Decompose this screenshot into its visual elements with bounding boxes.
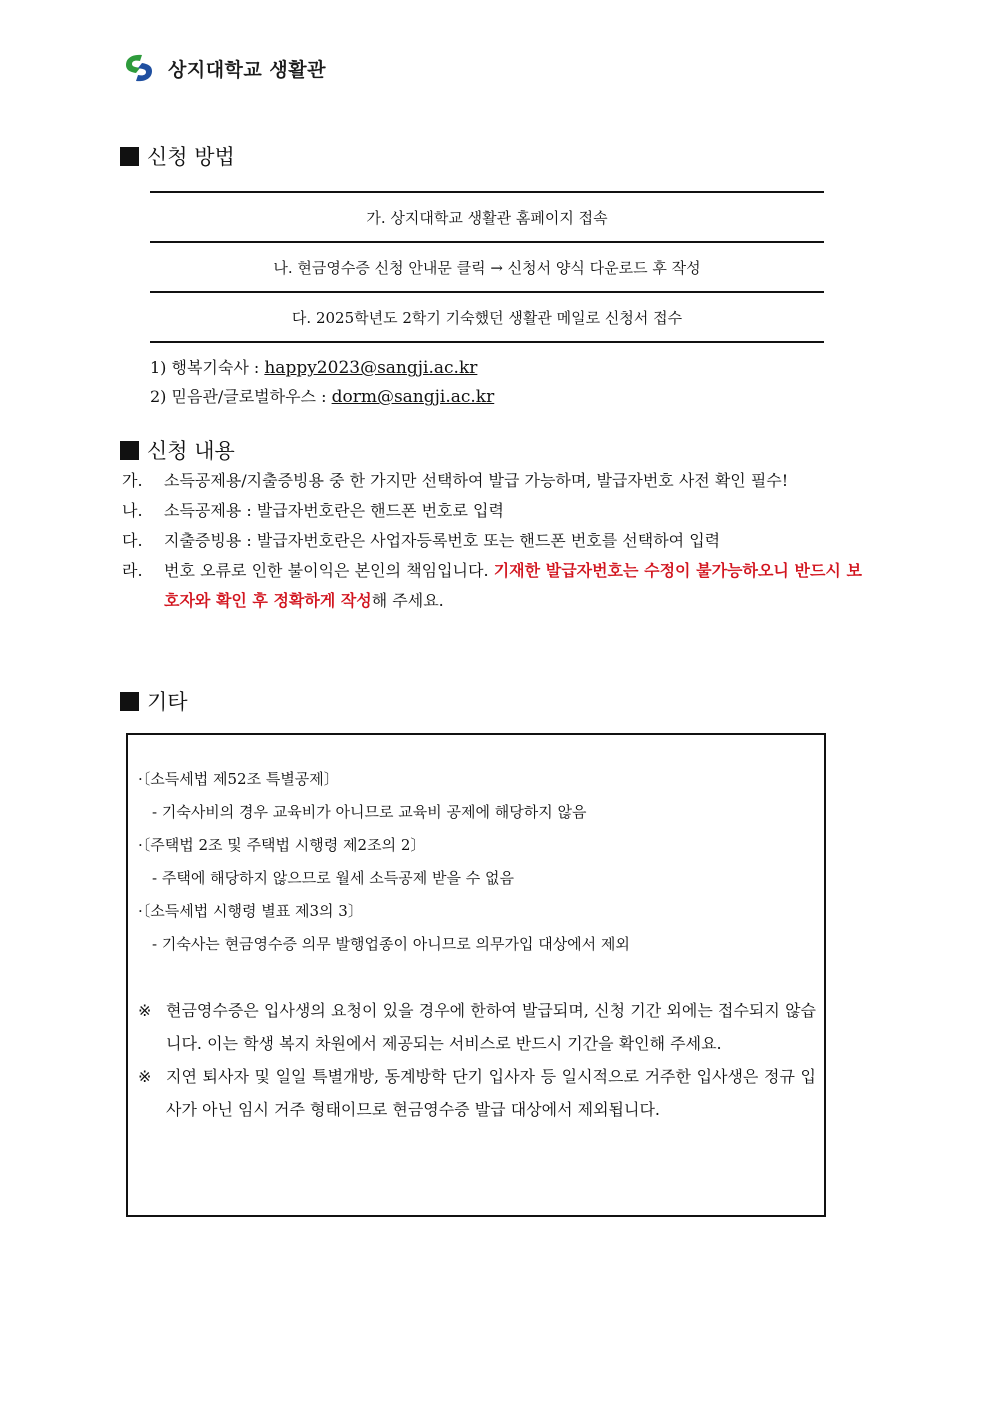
note-mark: ※: [138, 1001, 152, 1020]
email-link[interactable]: happy2023@sangji.ac.kr: [264, 358, 478, 378]
university-logo-icon: [122, 51, 156, 85]
section-title-etc: [120, 686, 188, 716]
step-row: 다. 2025학년도 2학기 기숙했던 생활관 메일로 신청서 접수: [150, 293, 824, 343]
note-item: [138, 994, 816, 1060]
section-title-apply-method: [120, 141, 235, 171]
item-number: 나.: [122, 501, 143, 520]
mail-label: 2) 믿음관/글로벌하우스 :: [150, 387, 332, 406]
law-detail: - 기숙사비의 경우 교육비가 아니므로 교육비 공제에 해당하지 않음: [152, 803, 587, 821]
header-title: 상지대학교 생활관: [168, 58, 326, 81]
section-title-text: 기타: [147, 690, 188, 714]
list-item: [122, 466, 862, 496]
section-title-text: 신청 방법: [147, 145, 235, 169]
law-detail: - 기숙사는 현금영수증 의무 발행업종이 아니므로 의무가입 대상에서 제외: [152, 935, 630, 953]
list-item: [122, 496, 862, 526]
mail-label: 1) 행복기숙사 :: [150, 358, 265, 377]
mail-row-happy: [150, 355, 477, 378]
step-row: 나. 현금영수증 신청 안내문 클릭 → 신청서 양식 다운로드 후 작성: [150, 243, 824, 293]
item-text-warning: 기재한 발급자번호는 수정이 불가능하오니 반드시 보호자와 확인 후 정확하게 작성: [164, 561, 862, 610]
apply-steps-table: [150, 191, 824, 343]
section-title-text: 신청 내용: [147, 439, 235, 463]
page-header: [122, 50, 326, 86]
note-mark: ※: [138, 1067, 152, 1086]
step-row: 가. 상지대학교 생활관 홈페이지 접속: [150, 193, 824, 243]
email-link[interactable]: dorm@sangji.ac.kr: [331, 387, 495, 407]
square-bullet-icon: [120, 692, 139, 711]
law-heading: ·〔소득세법 제52조 특별공제〕: [138, 770, 339, 788]
law-detail: - 주택에 해당하지 않으므로 월세 소득공제 받을 수 없음: [152, 869, 514, 887]
item-text: 소득공제용 : 발급자번호란은 핸드폰 번호로 입력: [164, 501, 504, 520]
note-text: 지연 퇴사자 및 일일 특별개방, 동계방학 단기 입사자 등 일시적으로 거주한 입사생은 정규 입사가 아닌 임시 거주 형태이므로 현금영수증 발급 대상에서 제외됩니다.: [166, 1067, 816, 1119]
law-list: [128, 763, 824, 961]
law-heading: ·〔주택법 2조 및 주택법 시행령 제2조의 2〕: [138, 836, 426, 854]
item-text: 소득공제용/지출증빙용 중 한 가지만 선택하여 발급 가능하며, 발급자번호 사전 확인 필수!: [164, 471, 789, 490]
list-item: [122, 556, 862, 616]
list-item: [122, 526, 862, 556]
item-text-tail: 해 주세요.: [371, 591, 444, 610]
section-title-apply-content: [120, 435, 235, 465]
notes-list: [128, 994, 824, 1126]
square-bullet-icon: [120, 147, 139, 166]
item-number: 가.: [122, 471, 143, 490]
law-heading: ·〔소득세법 시행령 별표 제3의 3〕: [138, 902, 363, 920]
note-item: [138, 1060, 816, 1126]
etc-box: [126, 733, 826, 1217]
item-number: 다.: [122, 531, 143, 550]
apply-content-list: [122, 466, 862, 616]
mail-row-dorm: [150, 384, 494, 407]
item-text: [164, 556, 862, 616]
square-bullet-icon: [120, 441, 139, 460]
note-text: 현금영수증은 입사생의 요청이 있을 경우에 한하여 발급되며, 신청 기간 외에는 접수되지 않습니다. 이는 학생 복지 차원에서 제공되는 서비스로 반드시 기간을 확인해 주세요.: [166, 1001, 816, 1053]
item-number: 라.: [122, 561, 143, 580]
item-text-normal: 번호 오류로 인한 불이익은 본인의 책임입니다.: [164, 561, 494, 580]
item-text: 지출증빙용 : 발급자번호란은 사업자등록번호 또는 핸드폰 번호를 선택하여 입력: [164, 531, 721, 550]
